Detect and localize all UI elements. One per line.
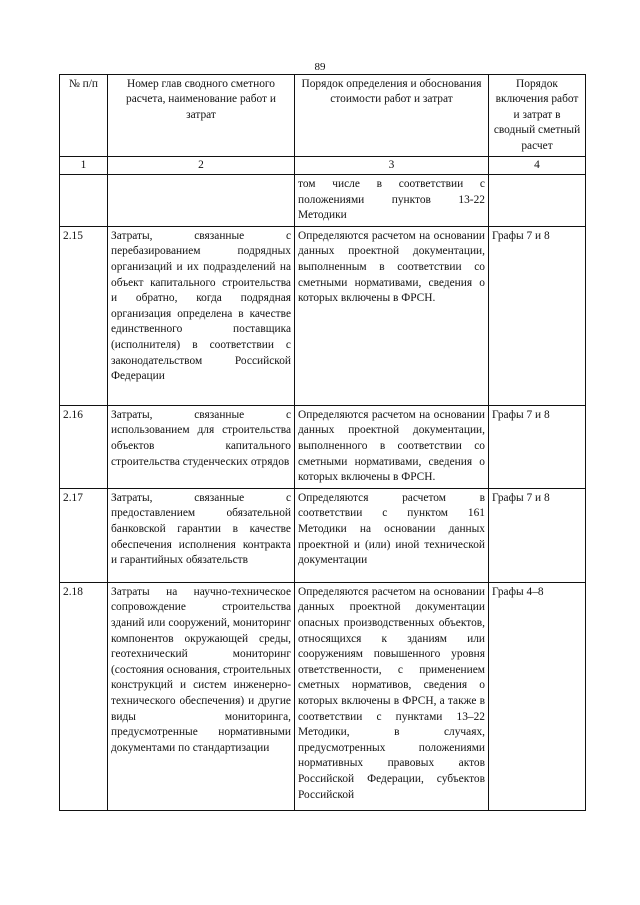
row-method: Определяются расчетом на основании данных проектной документации опасных производственных объектов, относящихся к зданиям или сооружениям повышенного уровня ответственности, с применением сметных нормативов, сведения о которых включены в ФРСН, а также в соответствии с пунктами 13–22 Методики, в случаях, предусмотренных положениями нормативных правовых актов Российской Федерации, субъектов Российской	[295, 582, 489, 810]
page-number: 89	[314, 61, 326, 73]
table-row-continuation	[60, 175, 586, 227]
table-header-row	[60, 75, 586, 157]
row-inclusion: Графы 7 и 8	[489, 226, 586, 405]
table-row	[60, 582, 586, 810]
table-row	[60, 488, 586, 582]
row-name: Затраты, связанные с перебазированием подрядных организаций и их подразделений на объект капитального строительства и обратно, когда подрядная организация определена в качестве единственного поставщика (исполнителя) в соответствии с законодательством Российской Федерации	[108, 226, 295, 405]
row-name: Затраты, связанные с предоставлением обязательной банковской гарантии в качестве обеспечения исполнения контракта и гарантийных обязательств	[108, 488, 295, 582]
row-inclusion	[489, 175, 586, 227]
row-number: 2.17	[60, 488, 108, 582]
header-col-method: Порядок определения и обоснования стоимости работ и затрат	[295, 75, 489, 157]
row-name: Затраты на научно-техническое сопровождение строительства зданий или сооружений, мониторинг компонентов окружающей среды, геотехнический мониторинг (состояния основания, строительных конструкций и систем инженерно-технического обеспечения) и другие виды мониторинга, предусмотренные нормативными документами по стандартизации	[108, 582, 295, 810]
row-number: 2.15	[60, 226, 108, 405]
header-col-name: Номер глав сводного сметного расчета, наименование работ и затрат	[108, 75, 295, 157]
row-inclusion: Графы 4–8	[489, 582, 586, 810]
page-bottom-margin	[0, 878, 640, 905]
row-method: том числе в соответствии с положениями пунктов 13-22 Методики	[295, 175, 489, 227]
row-method: Определяются расчетом на основании данных проектной документации, выполненным в соответствии со сметными нормативами, сведения о которых включены в ФРСН.	[295, 226, 489, 405]
row-name: Затраты, связанные с использованием для строительства объектов капитального строительства студенческих отрядов	[108, 405, 295, 488]
table-row	[60, 405, 586, 488]
column-number: 2	[108, 157, 295, 175]
column-number-row	[60, 157, 586, 175]
row-number: 2.16	[60, 405, 108, 488]
row-inclusion: Графы 7 и 8	[489, 488, 586, 582]
column-number: 4	[489, 157, 586, 175]
row-number	[60, 175, 108, 227]
row-method: Определяются расчетом на основании данных проектной документации, выполненного в соответствии со сметными нормативами, сведения о которых включены в ФРСН.	[295, 405, 489, 488]
header-col-inclusion: Порядок включения работ и затрат в сводный сметный расчет	[489, 75, 586, 157]
row-name	[108, 175, 295, 227]
row-number: 2.18	[60, 582, 108, 810]
column-number: 3	[295, 157, 489, 175]
header-col-number: № п/п	[60, 75, 108, 157]
column-number: 1	[60, 157, 108, 175]
estimate-table	[59, 74, 586, 811]
row-method: Определяются расчетом в соответствии с пунктом 161 Методики на основании данных проектной и (или) иной технической документации	[295, 488, 489, 582]
row-inclusion: Графы 7 и 8	[489, 405, 586, 488]
table-row	[60, 226, 586, 405]
